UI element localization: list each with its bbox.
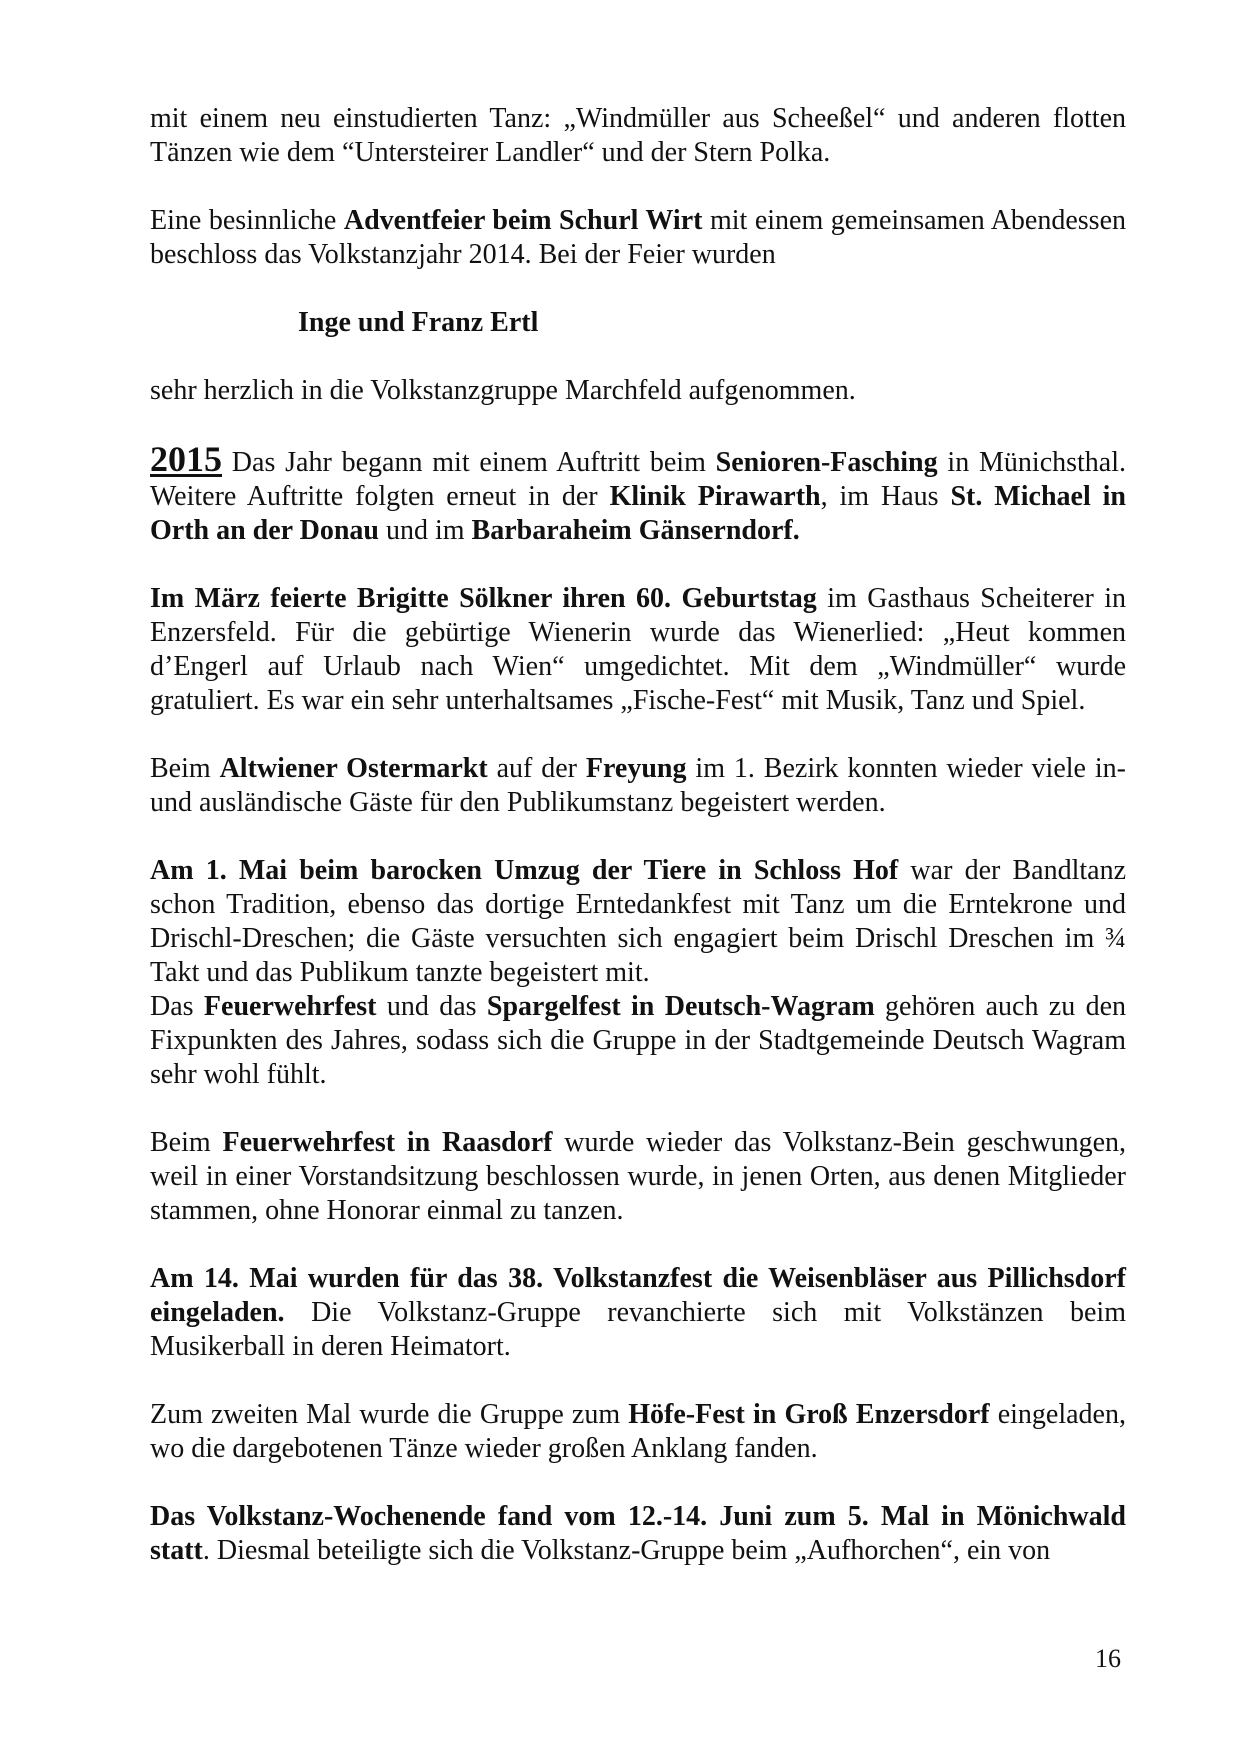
bold-text-run: Klinik Pirawarth [609,481,821,512]
text-run: Das Jahr begann mit einem Auftritt beim [222,447,716,478]
text-run: und das [376,991,487,1022]
paragraph-adventfeier [150,204,1126,272]
text-run: und im [378,515,472,546]
paragraph-weisenblaeser [150,1262,1126,1364]
text-run: mit einem neu einstudierten Tanz: „Windmüller aus Scheeßel“ und anderen flotten Tänzen wie dem “Untersteirer Landler“ und der Stern Polka. [150,103,1126,168]
text-run: mit einem gemeinsamen Abendessen beschloss das Volkstanzjahr 2014. Bei der Feier wurden [150,205,1127,270]
bold-text-run: Altwiener Ostermarkt [219,753,488,784]
paragraph-geburtstag [150,582,1126,718]
paragraph-ostermarkt [150,752,1126,820]
text-run: in Münichsthal. Weitere Auftritte folgten erneut in der [150,447,1126,512]
text-run: , im Haus [820,481,951,512]
text-run: gehören auch zu den Fixpunkten des Jahres, sodass sich die Gruppe in der Stadtgemeinde Deutsch Wagram sehr wohl fühlt. [150,991,1127,1090]
paragraph-schloss-hof [150,854,1126,990]
text-run: . Diesmal beteiligte sich die Volkstanz-Gruppe beim „Aufhorchen“, ein von [202,1535,1051,1566]
paragraph-2015-intro [150,439,1126,548]
text-run: wurde wieder das Volkstanz-Bein geschwungen, weil in einer Vorstandsitzung beschlossen wurde, in jenen Orten, aus denen Mitglieder stammen, ohne Honorar einmal zu tanzen. [150,1127,1127,1226]
text-run: Beim [150,753,220,784]
text-run: auf der [487,753,586,784]
paragraph-new-members [150,306,1126,340]
bold-text-run: Freyung [585,753,687,784]
bold-text-run: Adventfeier beim Schurl Wirt [343,205,703,236]
bold-text-run: St. Michael in Orth an der Donau [150,481,1126,546]
bold-text-run: Am 14. Mai wurden für das 38. Volkstanzfest die Weisenbläser aus Pillichsdorf eingeladen. [150,1263,1126,1328]
paragraph-hoefe-fest [150,1398,1126,1466]
paragraph-aufgenommen [150,374,1126,408]
paragraph-windmueller [150,102,1126,170]
bold-text-run: Feuerwehrfest [203,991,377,1022]
text-run: Die Volkstanz-Gruppe revanchierte sich mit Volkstänzen beim Musikerball in deren Heimatort. [150,1297,1126,1362]
text-run: eingeladen, wo die dargebotenen Tänze wieder großen Anklang fanden. [150,1399,1126,1464]
paragraph-raasdorf [150,1126,1126,1228]
bold-text-run: Höfe-Fest in Groß Enzersdorf [628,1399,990,1430]
bold-text-run: Das Volkstanz-Wochenende fand vom 12.-14. Juni zum 5. Mal in Mönichwald statt [150,1501,1126,1566]
bold-text-run: Senioren-Fasching [715,447,938,478]
text-run: im Gasthaus Scheiterer in Enzersfeld. Für die gebürtige Wienerin wurde das Wienerlied: „Heut kommen d’Engerl auf Urlaub nach Wien“ umgedichtet. Mit dem „Windmüller“ wurde gratuliert. Es war ein sehr unterhaltsames „Fische-Fest“ mit Musik, Tanz und Spiel. [150,583,1126,716]
bold-text-run: Im März feierte Brigitte Sölkner ihren 60. Geburtstag [150,583,817,614]
bold-text-run: Barbaraheim Gänserndorf. [471,515,800,546]
bold-text-run: Feuerwehrfest in Raasdorf [222,1127,553,1158]
bold-text-run: Am 1. Mai beim barocken Umzug der Tiere in Schloss Hof [150,855,899,886]
text-run: Eine besinnliche [150,205,344,236]
bold-text-run: Spargelfest in Deutsch-Wagram [486,991,875,1022]
text-run: Zum zweiten Mal wurde die Gruppe zum [150,1399,629,1430]
text-run: sehr herzlich in die Volkstanzgruppe Marchfeld aufgenommen. [150,375,856,406]
year-heading: 2015 [150,439,222,479]
text-run: im 1. Bezirk konnten wieder viele in- und ausländische Gäste für den Publikumstanz begeistert werden. [150,753,1126,818]
paragraph-spargelfest [150,990,1126,1092]
text-run: Beim [150,1127,223,1158]
bold-text-run: Inge und Franz Ertl [298,307,539,338]
paragraph-wochenende [150,1500,1126,1568]
text-run: war der Bandltanz schon Tradition, ebenso das dortige Erntedankfest mit Tanz um die Erntekrone und Drischl-Dreschen; die Gäste versuchten sich engagiert beim Drischl Dreschen im ¾ Takt und das Publikum tanzte begeistert mit. [150,855,1126,988]
text-run: Das [150,991,204,1022]
page-number: 16 [1095,1644,1121,1673]
page-body [150,102,1126,1602]
